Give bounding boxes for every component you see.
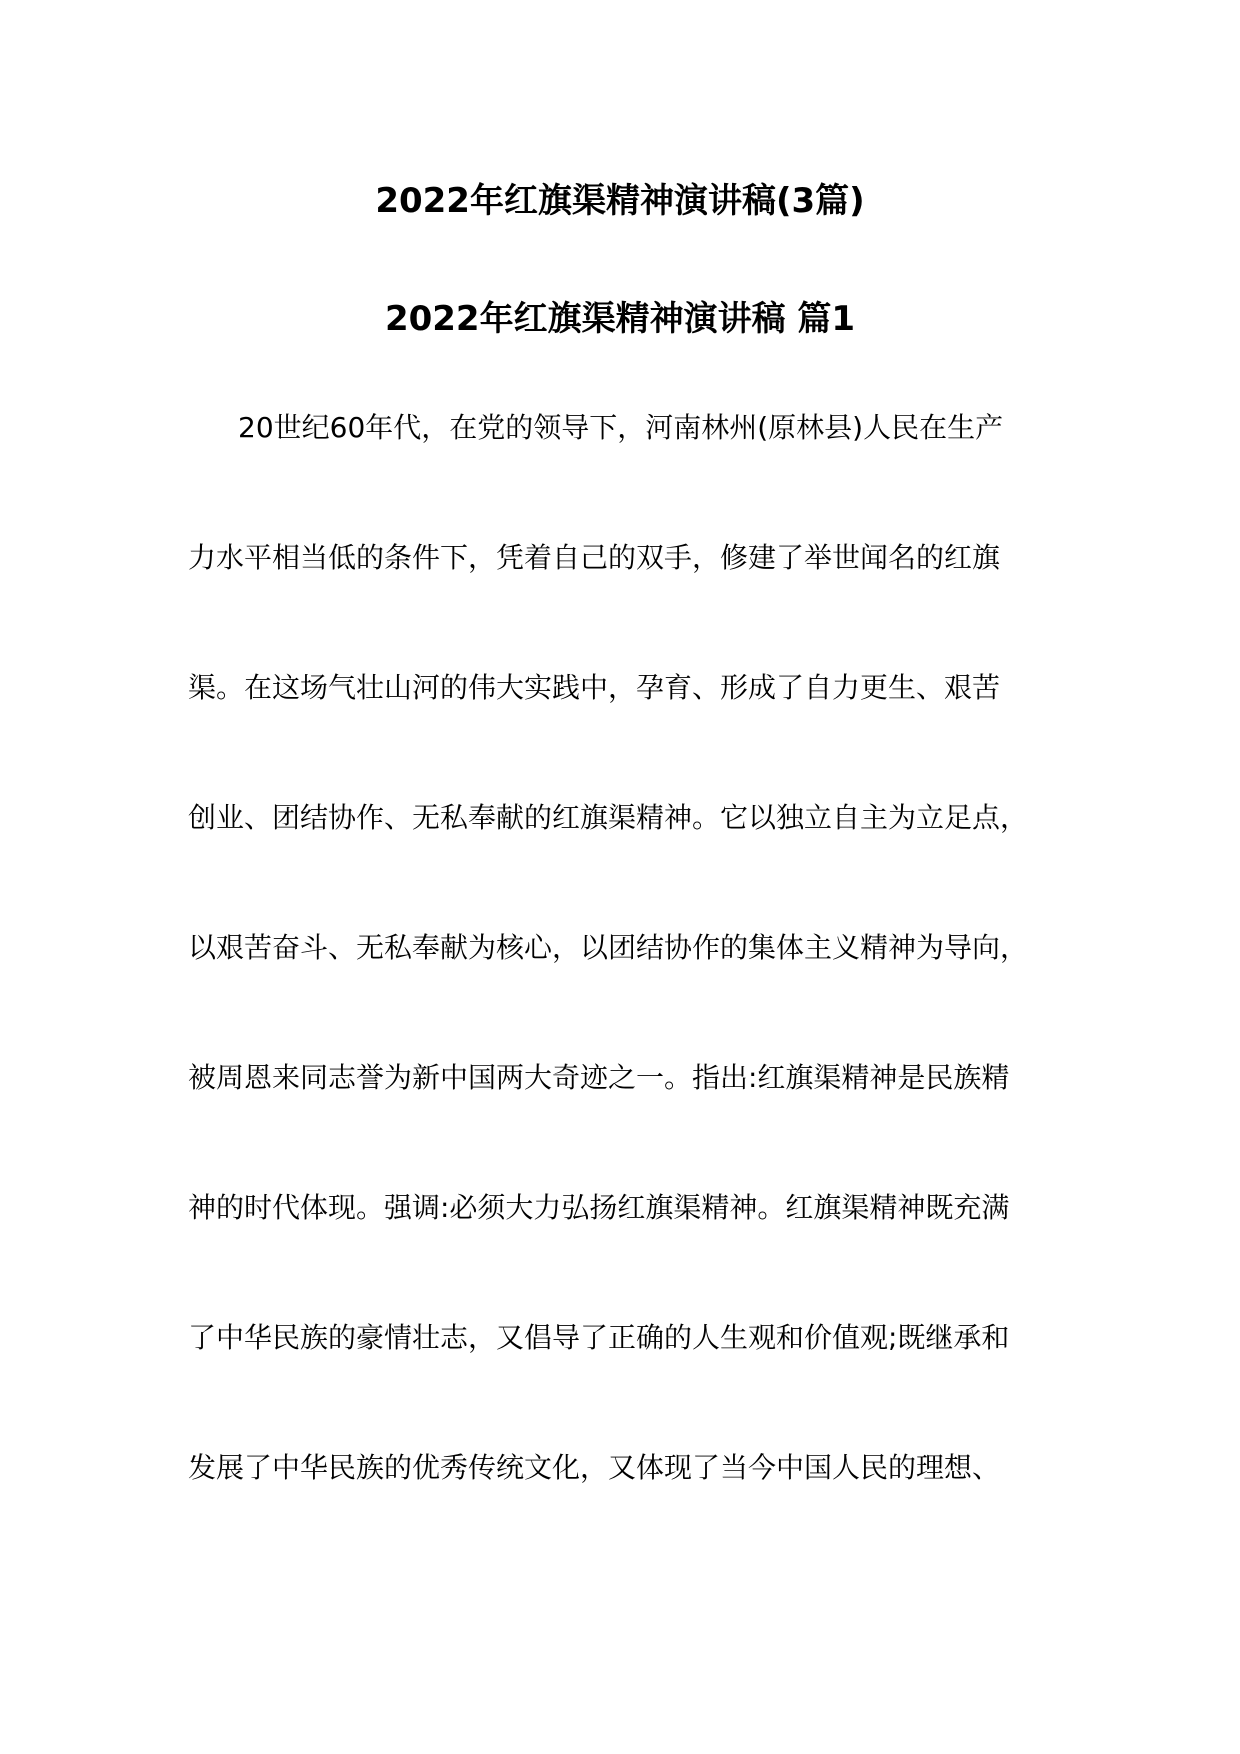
paragraph-line: 力水平相当低的条件下，凭着自己的双手，修建了举世闻名的红旗 <box>188 541 1001 574</box>
paragraph-line: 了中华民族的豪情壮志，又倡导了正确的人生观和价值观;既继承和 <box>188 1321 1010 1354</box>
section-heading: 2022年红旗渠精神演讲稿 篇1 <box>384 299 856 339</box>
body-paragraph <box>188 406 1068 1576</box>
paragraph-line: 被周恩来同志誉为新中国两大奇迹之一。指出:红旗渠精神是民族精 <box>188 1061 1010 1094</box>
paragraph-line: 创业、团结协作、无私奉献的红旗渠精神。它以独立自主为立足点， <box>188 801 1029 834</box>
paragraph-line: 神的时代体现。强调:必须大力弘扬红旗渠精神。红旗渠精神既充满 <box>188 1191 1010 1224</box>
paragraph-line: 渠。在这场气壮山河的伟大实践中，孕育、形成了自力更生、艰苦 <box>188 671 1001 704</box>
paragraph-line: 20世纪60年代，在党的领导下，河南林州(原林县)人民在生产 <box>238 411 1004 444</box>
paragraph-line: 发展了中华民族的优秀传统文化，又体现了当今中国人民的理想、 <box>188 1451 1001 1484</box>
document-title: 2022年红旗渠精神演讲稿(3篇) <box>375 181 865 221</box>
paragraph-line: 以艰苦奋斗、无私奉献为核心，以团结协作的集体主义精神为导向， <box>188 931 1029 964</box>
